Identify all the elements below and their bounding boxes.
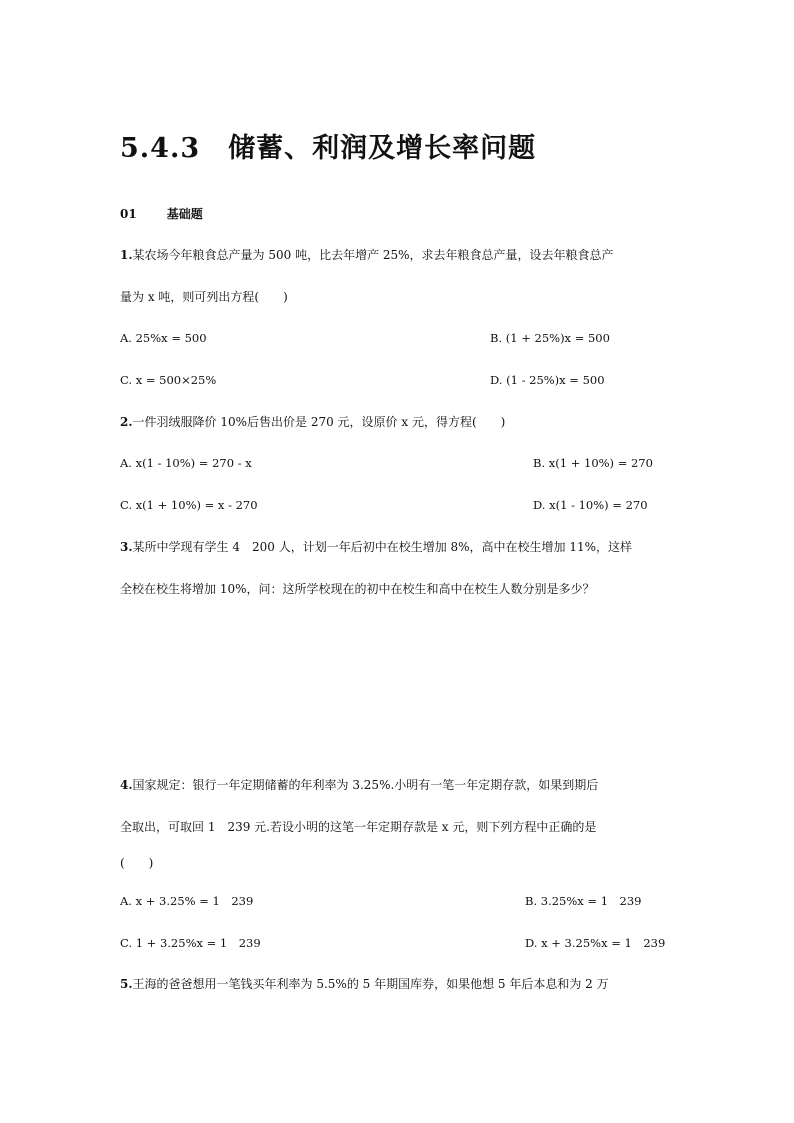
question-3-line-2: 全校在校生将增加 10%，问：这所学校现在的初中在校生和高中在校生人数分别是多少？ — [120, 582, 595, 596]
question-4-option-b: B. 3.25%x = 1 239 — [525, 894, 642, 908]
question-2-number: 2. — [120, 415, 133, 429]
question-1-line-2: 量为 x 吨，则可列出方程( ) — [120, 290, 288, 304]
question-4-option-c: C. 1 + 3.25%x = 1 239 — [120, 936, 261, 950]
question-2-line-1 — [120, 413, 505, 430]
question-1-option-b: B. (1 + 25%)x = 500 — [490, 331, 610, 345]
question-2-text: 一件羽绒服降价 10%后售出价是 270 元，设原价 x 元，得方程( ) — [132, 415, 506, 429]
question-1-option-d: D. (1 - 25%)x = 500 — [490, 373, 605, 387]
question-1-number: 1. — [120, 248, 133, 262]
question-1-option-c: C. x = 500×25% — [120, 373, 217, 387]
title-number: 5.4.3 — [120, 133, 201, 164]
question-1-option-a: A. 25%x = 500 — [120, 331, 207, 345]
title-text: 储蓄、利润及增长率问题 — [228, 133, 537, 164]
question-4-option-d: D. x + 3.25%x = 1 239 — [525, 936, 666, 950]
question-2-option-a: A. x(1 - 10%) = 270 - x — [120, 456, 252, 470]
question-4-number: 4. — [120, 778, 133, 792]
section-label: 基础题 — [166, 207, 203, 221]
question-1-text: 某农场今年粮食总产量为 500 吨，比去年增产 25%，求去年粮食总产量，设去年粮食总产 — [132, 248, 614, 262]
question-3-text: 某所中学现有学生 4 200 人，计划一年后初中在校生增加 8%，高中在校生增加 11%，这样 — [132, 540, 633, 554]
page-title — [120, 126, 536, 165]
question-4-line-2: 全取出，可取回 1 239 元.若设小明的这笔一年定期存款是 x 元，则下列方程中正确的是 — [120, 820, 597, 834]
question-2-option-b: B. x(1 + 10%) = 270 — [533, 456, 653, 470]
question-1-line-1 — [120, 246, 614, 263]
question-3-number: 3. — [120, 540, 133, 554]
question-4-option-a: A. x + 3.25% = 1 239 — [120, 894, 254, 908]
question-5-number: 5. — [120, 977, 133, 991]
question-2-option-c: C. x(1 + 10%) = x - 270 — [120, 498, 258, 512]
question-4-line-1 — [120, 776, 598, 793]
question-4-line-3: ( ) — [120, 856, 154, 870]
section-index: 01 — [120, 207, 137, 221]
section-heading — [120, 205, 203, 222]
question-3-line-1 — [120, 538, 632, 555]
question-5-line-1 — [120, 975, 609, 992]
question-5-text: 王海的爸爸想用一笔钱买年利率为 5.5%的 5 年期国库券，如果他想 5 年后本息和为 2 万 — [132, 977, 609, 991]
question-2-option-d: D. x(1 - 10%) = 270 — [533, 498, 648, 512]
question-4-text: 国家规定：银行一年定期储蓄的年利率为 3.25%.小明有一笔一年定期存款，如果到期后 — [132, 778, 599, 792]
